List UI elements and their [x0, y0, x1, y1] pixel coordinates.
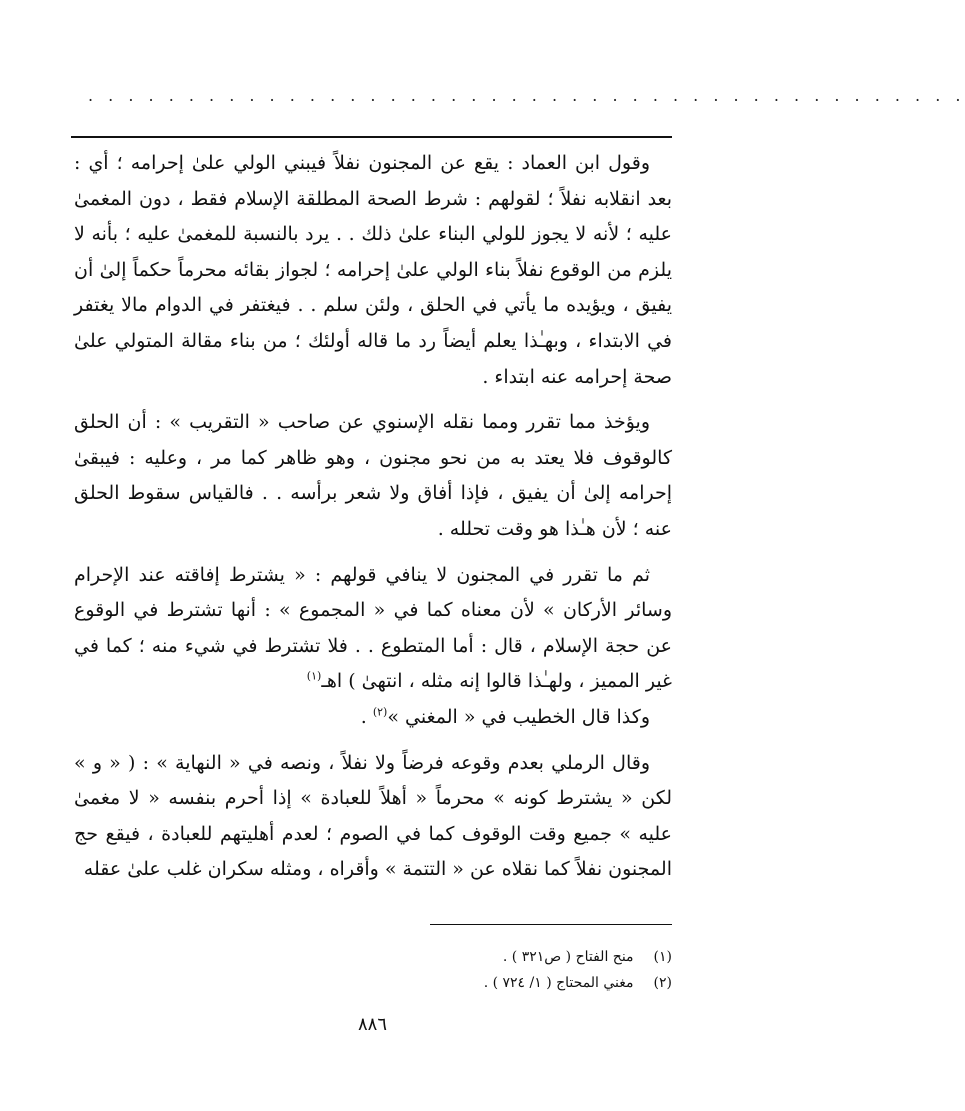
paragraph-4: وكذا قال الخطيب في « المغني »$^{(٢)}$ .	[360, 705, 650, 728]
footnotes	[200, 944, 672, 996]
footnote-2	[200, 970, 672, 996]
running-header-dots: . . . . . . . . . . . . . . . . . . . . . . . . . . . . . . . . . . . . . . . . . . . .	[88, 86, 965, 105]
header-rule	[71, 136, 672, 138]
footnote-ref-2[interactable]: (٢)	[372, 705, 388, 719]
paragraph-2: ويؤخذ مما تقرر ومما نقله الإسنوي عن صاحب « التقريب » : أن الحلق كالوقوف فلا يعتد به من نحو مجنون ، وهو ظاهر كما مر ، وعليه : فيبقىٰ إحرامه إلىٰ أن يفيق ، فإذا أفاق ولا شعر برأسه . . فالقياس سقوط الحلق عنه ؛ لأن هـٰذا هو وقت تحلله .	[74, 411, 672, 540]
paragraph-5: وقال الرملي بعدم وقوعه فرضاً ولا نفلاً ، ونصه في « النهاية » : ( « و » لكن « يشترط كونه » محرماً « أهلاً للعبادة » إذا أحرم بنفسه « لا مغمىٰ عليه » جميع وقت الوقوف كما في الصوم ؛ لعدم أهليتهم للعبادة ، فيقع حج المجنون نفلاً كما نقلاه عن « التتمة » وأقراه ، ومثله سكران غلب علىٰ عقله	[74, 751, 672, 881]
paragraph-3	[74, 558, 672, 700]
footnote-2-number: (٢)	[653, 975, 672, 991]
paragraph-3-text: ثم ما تقرر في المجنون لا ينافي قولهم : « يشترط إفاقته عند الإحرام وسائر الأركان » لأن معناه كما في « المجموع » : أنها تشترط في الوقوع عن حجة الإسلام ، قال : أما المتطوع . . فلا تشترط في شيء منه ؛ كما في غير المميز ، ولهـٰذا قالوا إنه مثله ، انتهىٰ ) اهـ	[74, 563, 672, 693]
footnote-2-text: مغني المحتاج ( ١/ ٧٢٤ ) .	[483, 975, 634, 991]
page-number: ٨٨٦	[357, 1014, 387, 1035]
main-text	[74, 146, 672, 888]
footnote-1-number: (١)	[653, 949, 672, 965]
footnote-1	[200, 944, 672, 970]
footnote-ref-1[interactable]: (١)	[306, 669, 322, 683]
footnote-1-text: منح الفتاح ( ص٣٢١ ) .	[502, 949, 634, 965]
paragraph-4-text: وكذا قال الخطيب في « المغني »	[387, 705, 650, 728]
footnote-rule	[430, 924, 672, 925]
paragraph-1: وقول ابن العماد : يقع عن المجنون نفلاً فيبني الولي علىٰ إحرامه ؛ أي : بعد انقلابه نفلاً ؛ لقولهم : شرط الصحة المطلقة الإسلام فقط ، دون المغمىٰ عليه ؛ لأنه لا يجوز للولي البناء علىٰ ذلك . . يرد بالنسبة للمغمىٰ عليه ؛ بأنه لا يلزم من الوقوع نفلاً بناء الولي علىٰ إحرامه ؛ لجواز بقائه محرماً حكماً إلىٰ أن يفيق ، ويؤيده ما يأتي في الحلق ، ولئن سلم . . فيغتفر في الدوام مالا يغتفر في الابتداء ، وبهـٰذا يعلم أيضاً رد ما قاله أولئك ؛ من بناء مقالة المتولي علىٰ صحة إحرامه عنه ابتداء .	[74, 152, 672, 388]
